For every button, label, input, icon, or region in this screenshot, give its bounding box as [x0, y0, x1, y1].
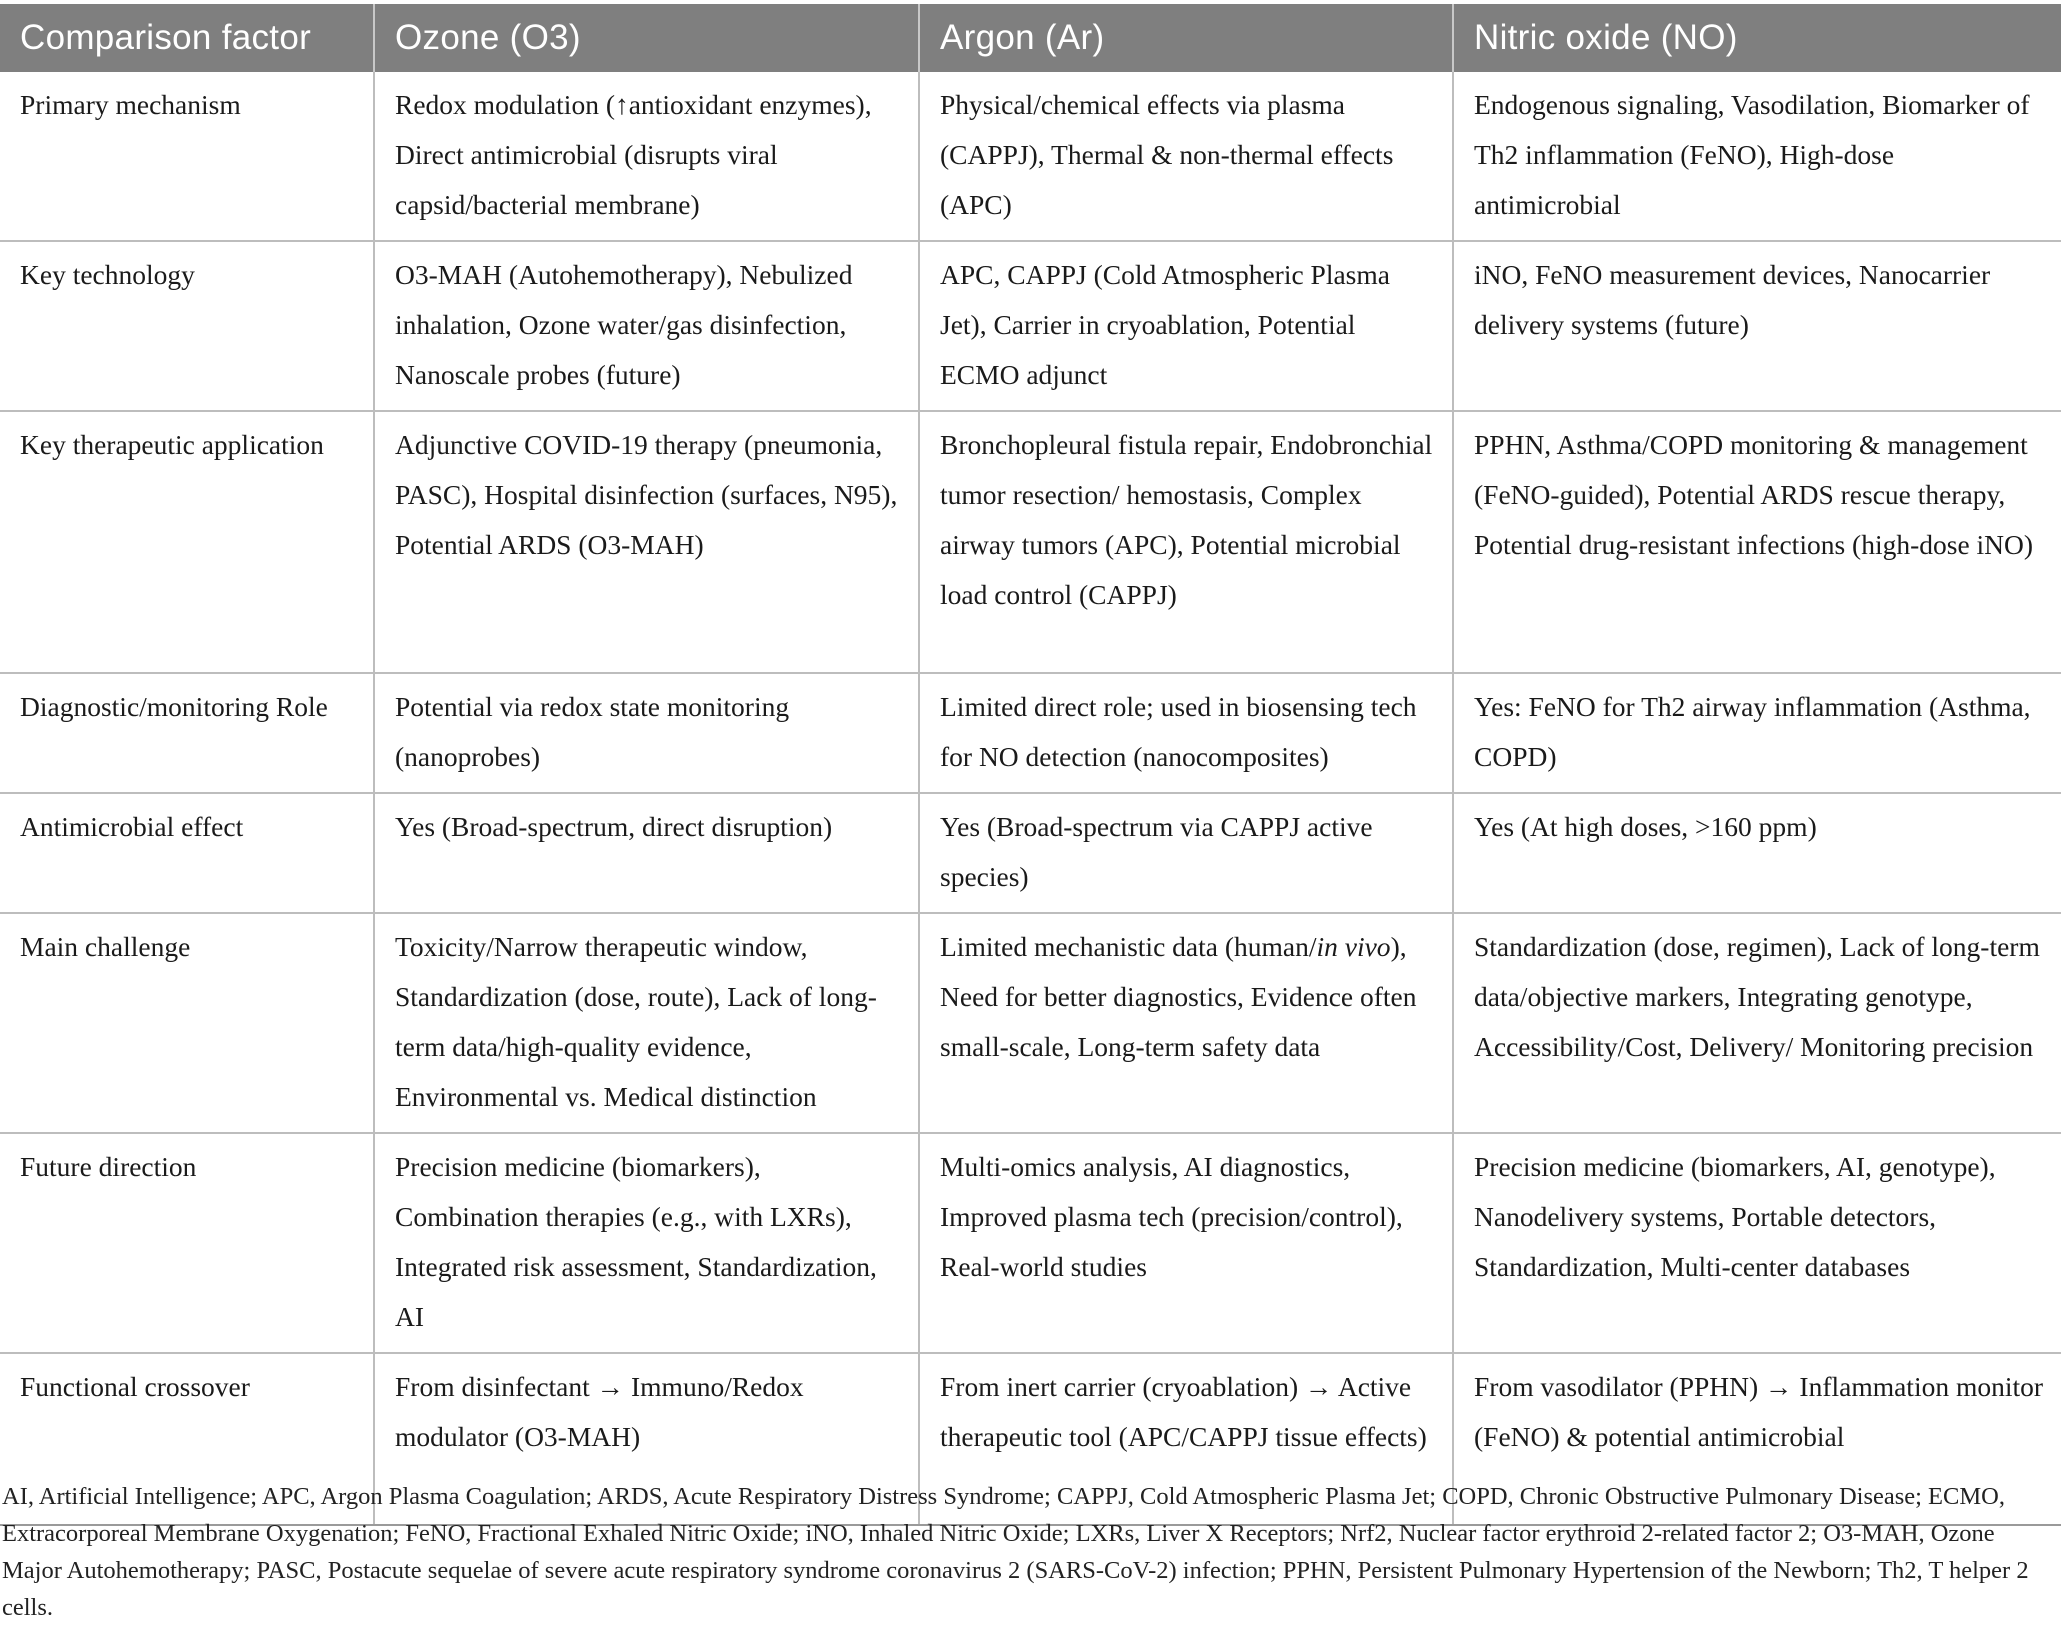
ozone-cell: Toxicity/Narrow therapeutic window, Standardization (dose, route), Lack of long-term data/high-quality evidence, Environmental vs. Medical distinction	[374, 913, 919, 1133]
header-ozone: Ozone (O3)	[374, 4, 919, 72]
ozone-cell: Adjunctive COVID-19 therapy (pneumonia, PASC), Hospital disinfection (surfaces, N95), Potential ARDS (O3-MAH)	[374, 411, 919, 673]
nitric-oxide-cell: iNO, FeNO measurement devices, Nanocarrier delivery systems (future)	[1453, 241, 2061, 411]
nitric-oxide-cell: From vasodilator (PPHN) → Inflammation monitor (FeNO) & potential antimicrobial	[1453, 1353, 2061, 1525]
header-argon: Argon (Ar)	[919, 4, 1453, 72]
argon-cell: Yes (Broad-spectrum via CAPPJ active species)	[919, 793, 1453, 913]
argon-text-before: Limited mechanistic data (human/	[940, 931, 1317, 962]
table-row	[0, 1133, 2061, 1353]
row-factor: Antimicrobial effect	[0, 793, 374, 913]
comparison-table-container	[0, 4, 2061, 1526]
row-factor: Key technology	[0, 241, 374, 411]
ozone-cell: Yes (Broad-spectrum, direct disruption)	[374, 793, 919, 913]
table-row	[0, 241, 2061, 411]
table-body	[0, 72, 2061, 1525]
ozone-cell: From disinfectant → Immuno/Redox modulator (O3-MAH)	[374, 1353, 919, 1525]
header-row	[0, 4, 2061, 72]
ozone-cell: O3-MAH (Autohemotherapy), Nebulized inhalation, Ozone water/gas disinfection, Nanoscale probes (future)	[374, 241, 919, 411]
nitric-oxide-cell: Yes (At high doses, >160 ppm)	[1453, 793, 2061, 913]
table-row	[0, 411, 2061, 673]
nitric-oxide-cell: Precision medicine (biomarkers, AI, genotype), Nanodelivery systems, Portable detectors, Standardization, Multi-center databases	[1453, 1133, 2061, 1353]
argon-cell: Multi-omics analysis, AI diagnostics, Improved plasma tech (precision/control), Real-world studies	[919, 1133, 1453, 1353]
header-comparison-factor: Comparison factor	[0, 4, 374, 72]
row-factor: Functional crossover	[0, 1353, 374, 1525]
argon-cell	[919, 913, 1453, 1133]
ozone-cell: Redox modulation (↑antioxidant enzymes), Direct antimicrobial (disrupts viral capsid/bacterial membrane)	[374, 72, 919, 241]
row-factor: Main challenge	[0, 913, 374, 1133]
table-footnote: AI, Artificial Intelligence; APC, Argon Plasma Coagulation; ARDS, Acute Respiratory Distress Syndrome; CAPPJ, Cold Atmospheric Plasma Jet; COPD, Chronic Obstructive Pulmonary Disease; ECMO, Extracorporeal Membrane Oxygenation; FeNO, Fractional Exhaled Nitric Oxide; iNO, Inhaled Nitric Oxide; LXRs, Liver X Receptors; Nrf2, Nuclear factor erythroid 2-related factor 2; O3-MAH, Ozone Major Autohemotherapy; PASC, Postacute sequelae of severe acute respiratory syndrome coronavirus 2 (SARS-CoV-2) infection; PPHN, Persistent Pulmonary Hypertension of the Newborn; Th2, T helper 2 cells.	[2, 1483, 2029, 1621]
ozone-cell: Precision medicine (biomarkers), Combination therapies (e.g., with LXRs), Integrated risk assessment, Standardization, AI	[374, 1133, 919, 1353]
table-row	[0, 913, 2061, 1133]
header-nitric-oxide: Nitric oxide (NO)	[1453, 4, 2061, 72]
argon-cell: From inert carrier (cryoablation) → Active therapeutic tool (APC/CAPPJ tissue effects)	[919, 1353, 1453, 1525]
row-factor: Diagnostic/monitoring Role	[0, 673, 374, 793]
argon-text-after: ), Need for better diagnostics, Evidence often small-scale, Long-term safety data	[940, 931, 1417, 1062]
row-factor: Future direction	[0, 1133, 374, 1353]
nitric-oxide-cell: Endogenous signaling, Vasodilation, Biomarker of Th2 inflammation (FeNO), High-dose antimicrobial	[1453, 72, 2061, 241]
argon-cell: Limited direct role; used in biosensing tech for NO detection (nanocomposites)	[919, 673, 1453, 793]
row-factor: Key therapeutic application	[0, 411, 374, 673]
table-header	[0, 4, 2061, 72]
table-row	[0, 793, 2061, 913]
nitric-oxide-cell: Yes: FeNO for Th2 airway inflammation (Asthma, COPD)	[1453, 673, 2061, 793]
comparison-table	[0, 4, 2061, 1526]
argon-cell: Physical/chemical effects via plasma (CAPPJ), Thermal & non-thermal effects (APC)	[919, 72, 1453, 241]
table-row	[0, 673, 2061, 793]
ozone-cell: Potential via redox state monitoring (nanoprobes)	[374, 673, 919, 793]
row-factor: Primary mechanism	[0, 72, 374, 241]
argon-cell: Bronchopleural fistula repair, Endobronchial tumor resection/ hemostasis, Complex airway tumors (APC), Potential microbial load control (CAPPJ)	[919, 411, 1453, 673]
nitric-oxide-cell: PPHN, Asthma/COPD monitoring & management (FeNO-guided), Potential ARDS rescue therapy, Potential drug-resistant infections (high-dose iNO)	[1453, 411, 2061, 673]
nitric-oxide-cell: Standardization (dose, regimen), Lack of long-term data/objective markers, Integrating genotype, Accessibility/Cost, Delivery/ Monitoring precision	[1453, 913, 2061, 1133]
argon-cell: APC, CAPPJ (Cold Atmospheric Plasma Jet), Carrier in cryoablation, Potential ECMO adjunct	[919, 241, 1453, 411]
table-row	[0, 72, 2061, 241]
argon-text-italic: in vivo	[1316, 931, 1391, 962]
